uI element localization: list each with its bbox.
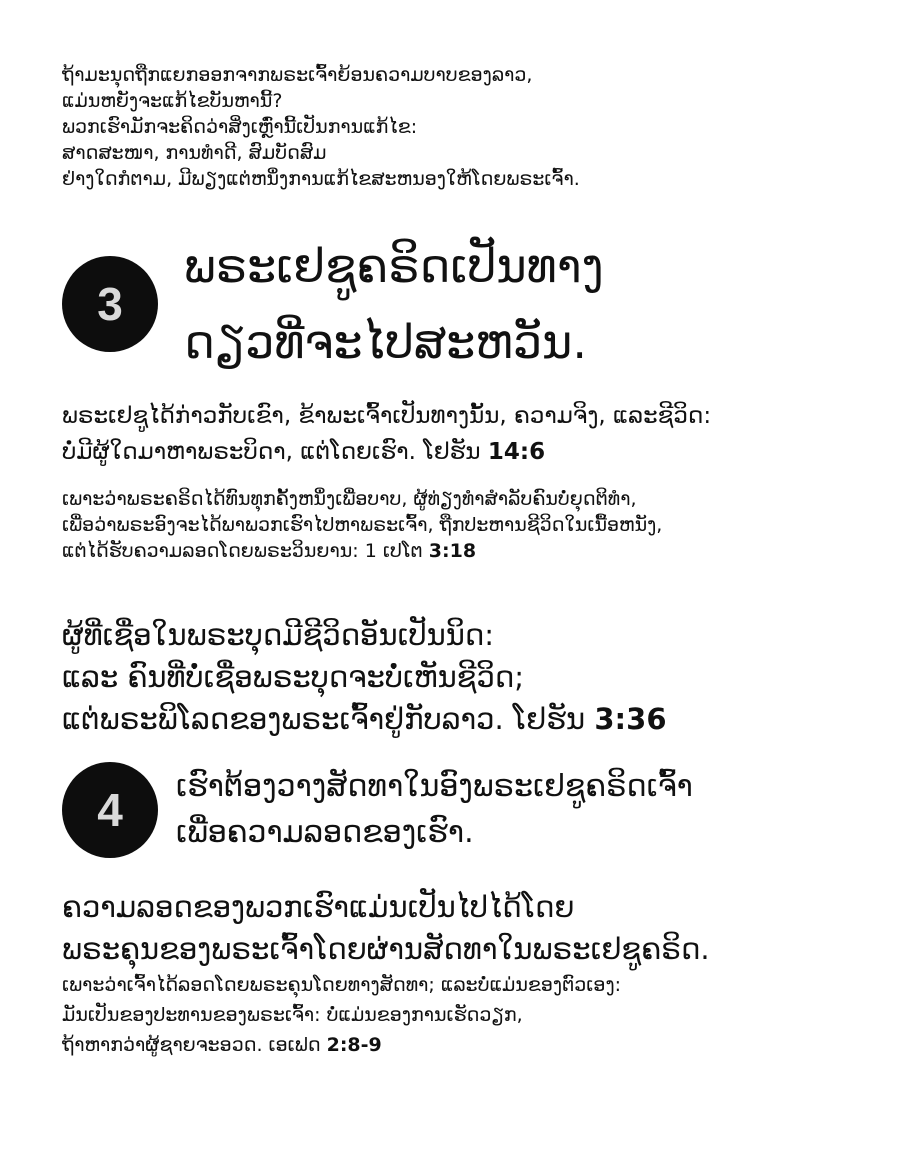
section-title-line: ເຮົາຕ້ອງວາງສັດທາໃນອົງພຣະເຢຊູຄຣິດເຈົ້າ	[176, 769, 693, 804]
verse-john-3-36	[62, 614, 864, 740]
verse-reference: 14:6	[487, 439, 546, 465]
closing-ephesians-2-8-9	[62, 886, 864, 1060]
closing-line	[62, 1030, 864, 1060]
closing-line: ເພາະວ່າເຈົ້າໄດ້ລອດໂດຍພຣະຄຸນໂດຍທາງສັດທາ; ແລະບໍ່ແມ່ນຂອງຕົວເອງ:	[62, 974, 622, 996]
verse-reference: 2:8-9	[326, 1034, 382, 1056]
intro-line: ພວກເຮົາມັກຈະຄິດວ່າສິ່ງເຫຼົ່ານີ້ເປັນການແກ້ໄຂ:	[62, 116, 418, 138]
step-number-badge	[62, 256, 158, 352]
intro-line: ຖ້າມະນຸດຖືກແຍກອອກຈາກພຣະເຈົ້າຍ້ອນຄວາມບາບຂອງລາວ,	[62, 64, 533, 86]
verse-line: ເພື່ອວ່າພຣະອົງຈະໄດ້ພາພວກເຮົາໄປຫາພຣະເຈົ້າ, ຖືກປະຫານຊີວິດໃນເນື້ອຫນັງ,	[62, 514, 663, 536]
verse-reference: 3:18	[428, 540, 477, 562]
verse-text: ບໍ່ມີຜູ້ໃດມາຫາພຣະບິດາ, ແຕ່ໂດຍເຮົາ. ໂຢຮັນ	[62, 439, 488, 465]
section-title-line: ດຽວທີ່ຈະໄປສະຫວັນ.	[184, 315, 587, 369]
verse-text: ຖ້າຫາກວ່າຜູ້ຊາຍຈະອວດ. ເອເຟດ	[62, 1034, 327, 1056]
closing-line: ມັນເປັນຂອງປະທານຂອງພຣະເຈົ້າ: ບໍ່ແມ່ນຂອງການເຮັດວຽກ,	[62, 1004, 523, 1026]
closing-line: ພຣະຄຸນຂອງພຣະເຈົ້າໂດຍຜ່ານສັດທາໃນພຣະເຢຊູຄຣິດ.	[62, 932, 710, 966]
closing-line: ຄວາມລອດຂອງພວກເຮົາແມ່ນເປັນໄປໄດ້ໂດຍ	[62, 890, 575, 924]
verse-line	[62, 538, 864, 564]
section-title-line: ພຣະເຢຊູຄຣິດເປັນທາງ	[184, 239, 604, 293]
verse-john-14-6	[62, 398, 864, 470]
verse-line: ເພາະວ່າພຣະຄຣິດໄດ້ທົນທຸກຄັ້ງຫນຶ່ງເພື່ອບາບ, ຜູ້ທ່ຽງທຳສຳລັບຄົນບໍ່ຍຸດຕິທຳ,	[62, 488, 637, 510]
intro-paragraph	[62, 62, 864, 192]
intro-line: ແມ່ນຫຍັງຈະແກ້ໄຂບັນຫານີ້?	[62, 90, 283, 112]
step-number-badge	[62, 762, 158, 858]
verse-line	[62, 434, 864, 470]
step-number: 4	[97, 784, 123, 836]
intro-line: ຢ່າງໃດກໍຕາມ, ມີພຽງແຕ່ຫນຶ່ງການແກ້ໄຂສະຫນອງໃຫ້ໂດຍພຣະເຈົ້າ.	[62, 168, 580, 190]
verse-1-peter-3-18	[62, 486, 864, 564]
verse-reference: 3:36	[594, 702, 667, 736]
verse-text: ແຕ່ໄດ້ຮັບຄວາມລອດໂດຍພຣະວິນຍານ: 1 ເປໂຕ	[62, 540, 429, 562]
verse-line: ພຣະເຢຊູໄດ້ກ່າວກັບເຂົາ, ຂ້າພະເຈົ້າເປັນທາງນັ້ນ, ຄວາມຈິງ, ແລະຊີວິດ:	[62, 403, 712, 429]
section-3-heading	[62, 228, 874, 380]
section-4-title	[176, 764, 693, 856]
verse-text: ແຕ່ພຣະພິໂລດຂອງພຣະເຈົ້າຢູ່ກັບລາວ. ໂຢຮັນ	[62, 702, 595, 736]
verse-line	[62, 698, 864, 740]
step-number: 3	[97, 278, 123, 330]
section-3-title	[184, 228, 604, 380]
section-4-heading	[62, 762, 874, 858]
verse-line: ແລະ ຄົນທີ່ບໍ່ເຊື່ອພຣະບຸດຈະບໍ່ເຫັນຊີວິດ;	[62, 660, 525, 694]
section-title-line: ເພື່ອຄວາມລອດຂອງເຮົາ.	[176, 815, 474, 850]
intro-line: ສາດສະໜາ, ການທຳດີ, ສົມບັດສົມ	[62, 142, 327, 164]
verse-line: ຜູ້ທີ່ເຊື່ອໃນພຣະບຸດມີຊີວິດອັນເປັນນິດ:	[62, 618, 495, 652]
